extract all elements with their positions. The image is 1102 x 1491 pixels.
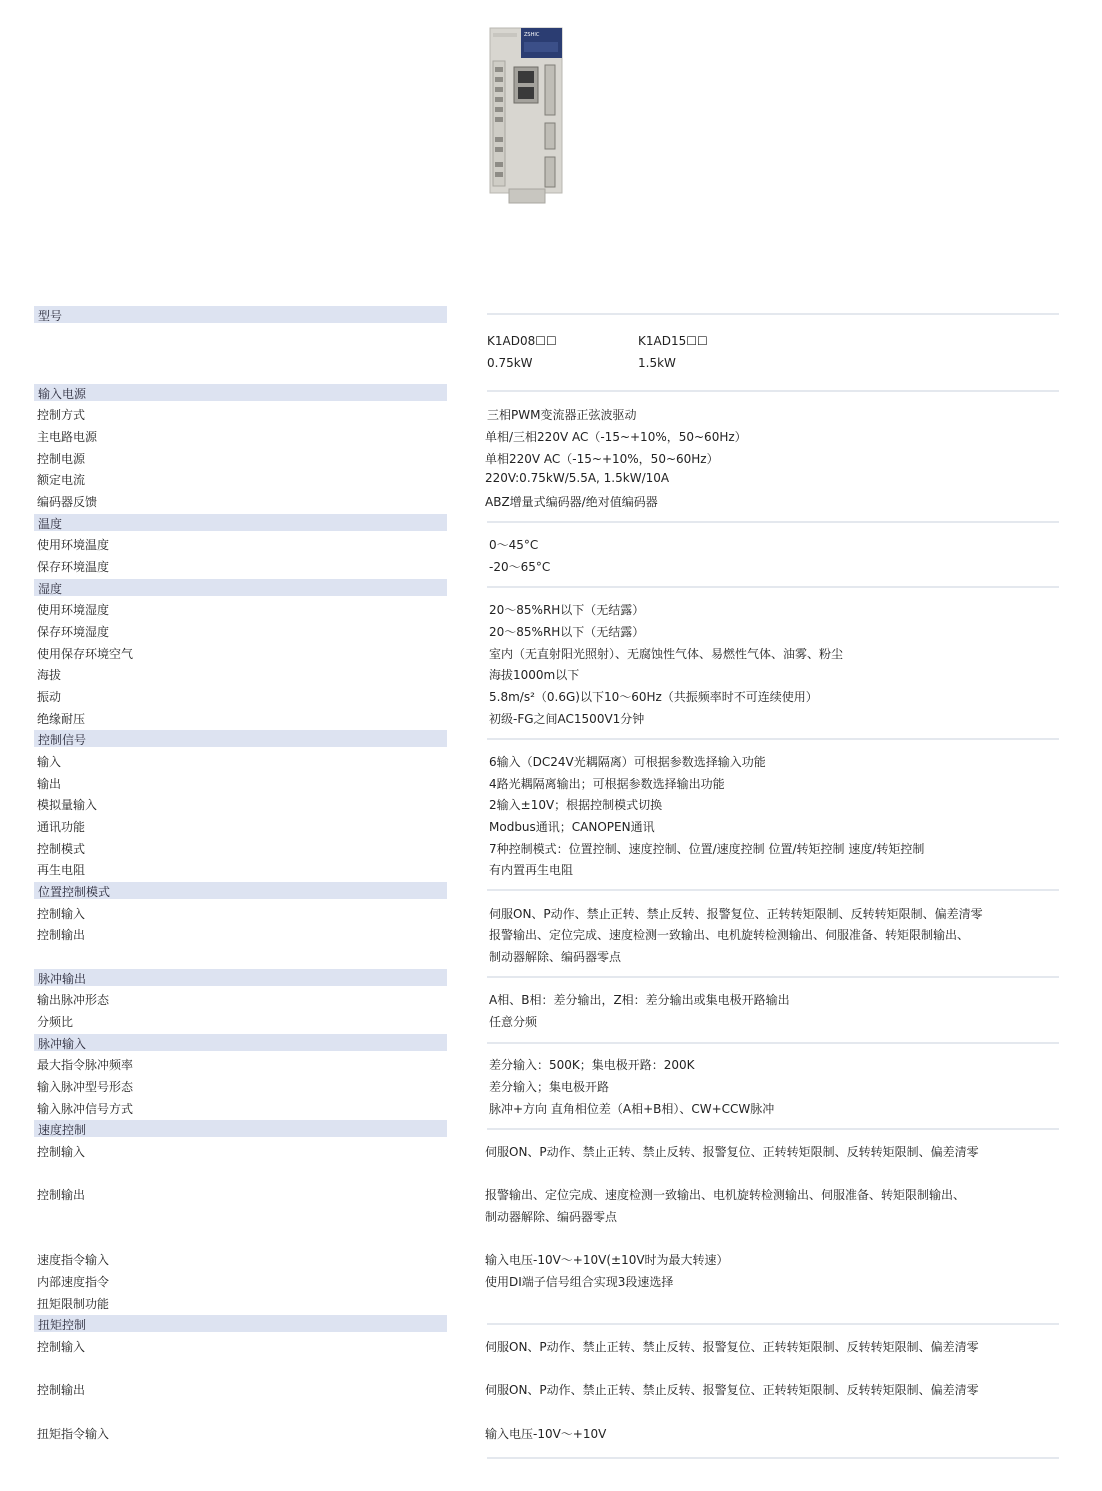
spec-label: 控制输入 bbox=[37, 1340, 86, 1354]
model-name-2: K1AD15☐☐ bbox=[638, 334, 708, 348]
spec-value: 0～45°C bbox=[489, 538, 539, 552]
section-header-label: 湿度 bbox=[38, 582, 63, 596]
section-header bbox=[34, 579, 447, 596]
section-header-label: 型号 bbox=[38, 309, 63, 323]
spec-value: 报警输出、定位完成、速度检测一致输出、电机旋转检测输出、伺服准备、转矩限制输出、 bbox=[485, 1188, 966, 1202]
spec-value: 2输入±10V；根据控制模式切换 bbox=[489, 798, 663, 812]
divider bbox=[487, 1323, 1059, 1325]
spec-label: 绝缘耐压 bbox=[37, 712, 86, 726]
divider bbox=[487, 1042, 1059, 1044]
spec-label: 振动 bbox=[37, 690, 62, 704]
spec-value: 伺服ON、P动作、禁止正转、禁止反转、报警复位、正转转矩限制、反转转矩限制、偏差清零 bbox=[485, 1340, 979, 1354]
spec-label: 输入脉冲型号形态 bbox=[37, 1080, 134, 1094]
spec-label: 控制输入 bbox=[37, 907, 86, 921]
spec-label: 输入 bbox=[37, 755, 62, 769]
section-header-label: 脉冲输出 bbox=[38, 972, 87, 986]
spec-value: 输入电压-10V～+10V bbox=[485, 1427, 607, 1441]
spec-value: 20～85%RH以下（无结露） bbox=[489, 603, 645, 617]
spec-value: 伺服ON、P动作、禁止正转、禁止反转、报警复位、正转转矩限制、反转转矩限制、偏差清零 bbox=[485, 1145, 979, 1159]
section-header-label: 扭矩控制 bbox=[38, 1318, 87, 1332]
spec-value: 初级-FG之间AC1500V1分钟 bbox=[489, 712, 645, 726]
model-power-1: 0.75kW bbox=[487, 356, 533, 370]
spec-label: 分频比 bbox=[37, 1015, 74, 1029]
spec-value: 有内置再生电阻 bbox=[489, 863, 574, 877]
spec-label: 控制电源 bbox=[37, 452, 86, 466]
model-name-1: K1AD08☐☐ bbox=[487, 334, 557, 348]
spec-label: 内部速度指令 bbox=[37, 1275, 110, 1289]
spec-label: 控制输入 bbox=[37, 1145, 86, 1159]
spec-value: 220V:0.75kW/5.5A, 1.5kW/10A bbox=[485, 471, 670, 485]
divider bbox=[487, 889, 1059, 891]
spec-value: 脉冲+方向 直角相位差（A相+B相）、CW+CCW脉冲 bbox=[489, 1102, 775, 1116]
spec-value-continued: 制动器解除、编码器零点 bbox=[489, 950, 622, 964]
spec-label: 再生电阻 bbox=[37, 863, 86, 877]
svg-text:ZSHIC: ZSHIC bbox=[524, 32, 540, 38]
section-header bbox=[34, 882, 447, 899]
section-header bbox=[34, 730, 447, 747]
divider bbox=[487, 738, 1059, 740]
divider bbox=[487, 521, 1059, 523]
spec-label: 保存环境湿度 bbox=[37, 625, 110, 639]
spec-value: 伺服ON、P动作、禁止正转、禁止反转、报警复位、正转转矩限制、反转转矩限制、偏差清零 bbox=[485, 1383, 979, 1397]
spec-label: 控制输出 bbox=[37, 928, 86, 942]
spec-label: 使用保存环境空气 bbox=[37, 647, 134, 661]
spec-label: 使用环境温度 bbox=[37, 538, 110, 552]
spec-value: A相、B相：差分输出，Z相：差分输出或集电极开路输出 bbox=[489, 993, 790, 1007]
spec-label: 输出脉冲形态 bbox=[37, 993, 110, 1007]
section-header-label: 位置控制模式 bbox=[38, 885, 111, 899]
section-header bbox=[34, 514, 447, 531]
spec-value: 7种控制模式：位置控制、速度控制、位置/速度控制 位置/转矩控制 速度/转矩控制 bbox=[489, 842, 925, 856]
section-header-label: 控制信号 bbox=[38, 733, 87, 747]
spec-label: 最大指令脉冲频率 bbox=[37, 1058, 134, 1072]
spec-label: 扭矩限制功能 bbox=[37, 1297, 110, 1311]
spec-label: 控制模式 bbox=[37, 842, 86, 856]
section-header bbox=[34, 384, 447, 401]
spec-label: 扭矩指令输入 bbox=[37, 1427, 110, 1441]
spec-label: 保存环境温度 bbox=[37, 560, 110, 574]
divider bbox=[487, 1128, 1059, 1130]
spec-value: ABZ增量式编码器/绝对值编码器 bbox=[485, 495, 658, 509]
spec-value: 单相220V AC（-15~+10%，50~60Hz） bbox=[485, 452, 719, 466]
spec-value: 6输入（DC24V光耦隔离）可根据参数选择输入功能 bbox=[489, 755, 766, 769]
servo-drive-image bbox=[487, 27, 565, 205]
divider bbox=[487, 390, 1059, 392]
spec-label: 速度指令输入 bbox=[37, 1253, 110, 1267]
section-header bbox=[34, 1034, 447, 1051]
spec-value: Modbus通讯；CANOPEN通讯 bbox=[489, 820, 655, 834]
divider bbox=[487, 313, 1059, 315]
section-header bbox=[34, 1315, 447, 1332]
divider bbox=[487, 586, 1059, 588]
spec-value: 任意分频 bbox=[489, 1015, 538, 1029]
divider bbox=[487, 976, 1059, 978]
section-header-label: 输入电源 bbox=[38, 387, 87, 401]
divider bbox=[487, 1457, 1059, 1459]
section-header-label: 速度控制 bbox=[38, 1123, 87, 1137]
spec-label: 模拟量输入 bbox=[37, 798, 98, 812]
spec-value: -20～65°C bbox=[489, 560, 551, 574]
spec-value: 使用DI端子信号组合实现3段速选择 bbox=[485, 1275, 674, 1289]
spec-value: 单相/三相220V AC（-15~+10%，50~60Hz） bbox=[485, 430, 747, 444]
spec-value: 海拔1000m以下 bbox=[489, 668, 580, 682]
spec-label: 主电路电源 bbox=[37, 430, 98, 444]
spec-value-continued: 制动器解除、编码器零点 bbox=[485, 1210, 618, 1224]
spec-label: 控制输出 bbox=[37, 1383, 86, 1397]
spec-label: 编码器反馈 bbox=[37, 495, 98, 509]
section-header bbox=[34, 1120, 447, 1137]
spec-value: 报警输出、定位完成、速度检测一致输出、电机旋转检测输出、伺服准备、转矩限制输出、 bbox=[489, 928, 970, 942]
spec-value: 5.8m/s²（0.6G)以下10～60Hz（共振频率时不可连续使用） bbox=[489, 690, 818, 704]
spec-value: 4路光耦隔离输出；可根据参数选择输出功能 bbox=[489, 777, 725, 791]
section-header bbox=[34, 969, 447, 986]
spec-label: 通讯功能 bbox=[37, 820, 86, 834]
spec-value: 室内（无直射阳光照射）、无腐蚀性气体、易燃性气体、油雾、粉尘 bbox=[489, 647, 844, 661]
spec-label: 控制方式 bbox=[37, 408, 86, 422]
spec-label: 输出 bbox=[37, 777, 62, 791]
spec-value: 三相PWM变流器正弦波驱动 bbox=[487, 408, 637, 422]
section-header-model bbox=[34, 306, 447, 323]
spec-value: 输入电压-10V～+10V(±10V时为最大转速） bbox=[485, 1253, 729, 1267]
spec-value: 伺服ON、P动作、禁止正转、禁止反转、报警复位、正转转矩限制、反转转矩限制、偏差清零 bbox=[489, 907, 983, 921]
spec-value: 20～85%RH以下（无结露） bbox=[489, 625, 645, 639]
model-power-2: 1.5kW bbox=[638, 356, 676, 370]
spec-label: 使用环境湿度 bbox=[37, 603, 110, 617]
spec-label: 额定电流 bbox=[37, 473, 86, 487]
spec-label: 海拔 bbox=[37, 668, 62, 682]
section-header-label: 温度 bbox=[38, 517, 63, 531]
section-header-label: 脉冲输入 bbox=[38, 1037, 87, 1051]
spec-value: 差分输入：500K；集电极开路：200K bbox=[489, 1058, 695, 1072]
spec-label: 输入脉冲信号方式 bbox=[37, 1102, 134, 1116]
spec-value: 差分输入；集电极开路 bbox=[489, 1080, 610, 1094]
spec-label: 控制输出 bbox=[37, 1188, 86, 1202]
